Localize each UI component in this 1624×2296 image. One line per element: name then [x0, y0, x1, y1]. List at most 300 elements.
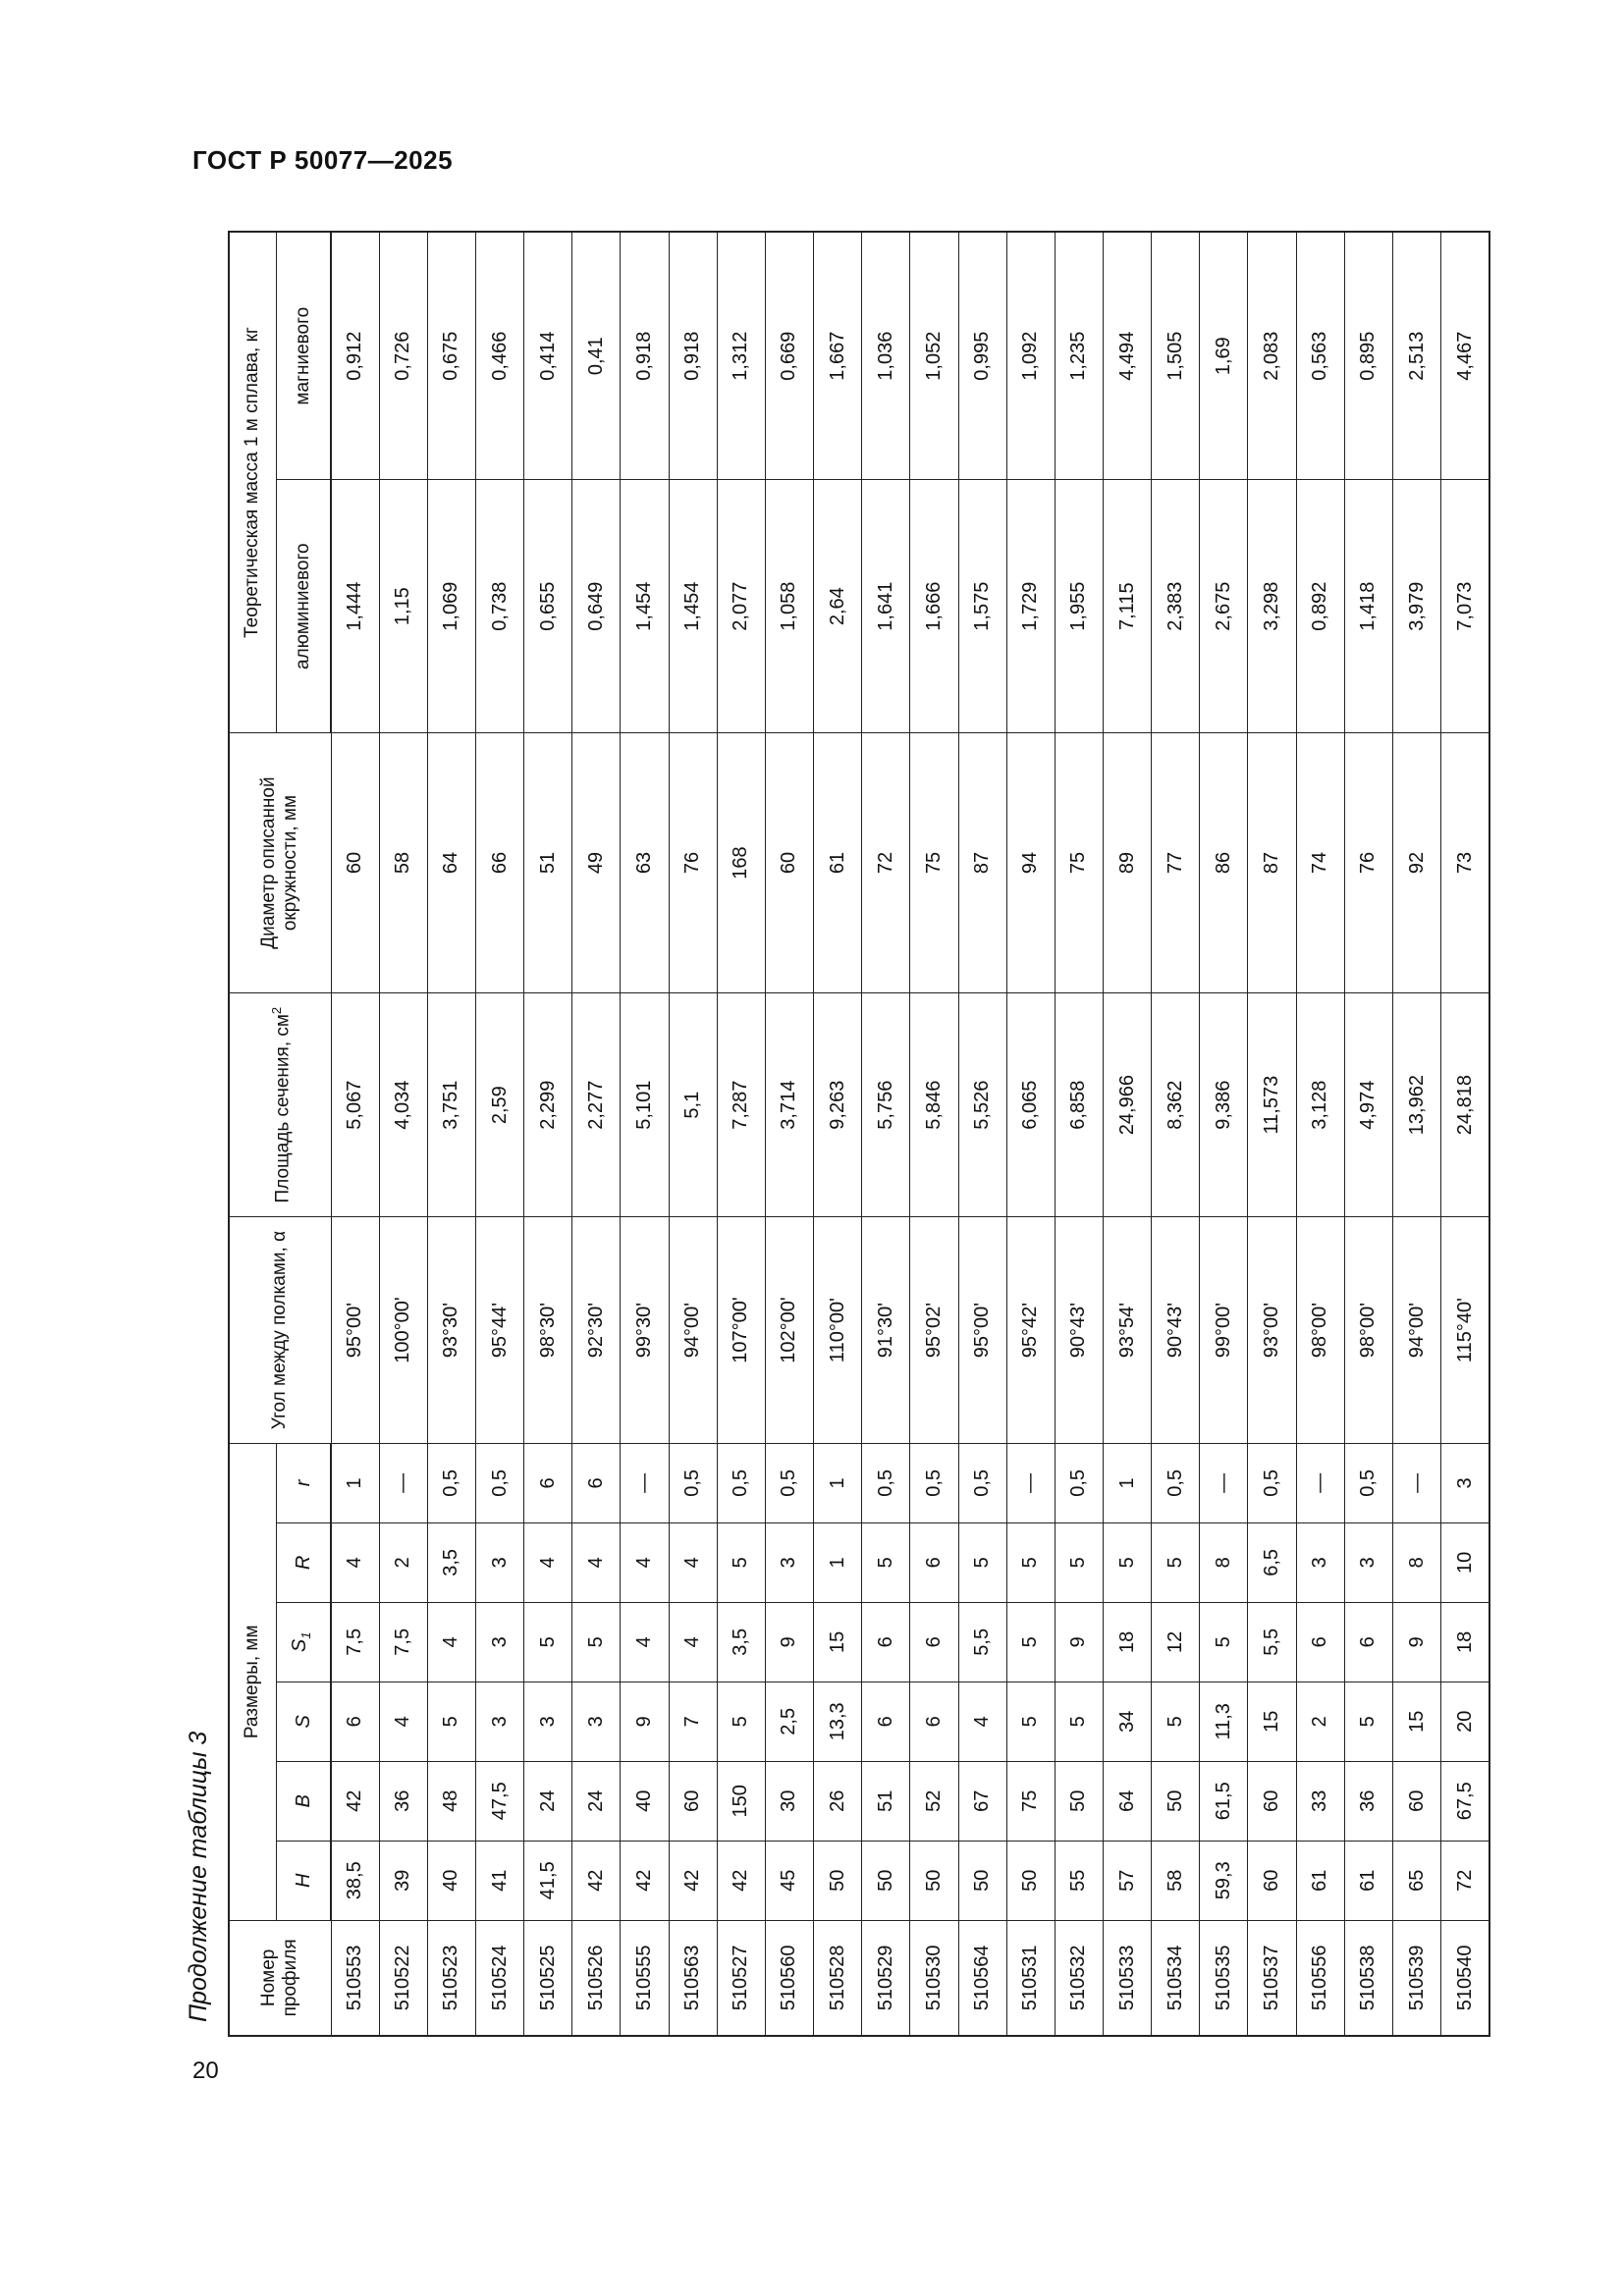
cell-diameter: 76: [1344, 733, 1392, 993]
cell-h: 50: [1006, 1841, 1055, 1920]
header-diameter: Диаметр описанной окружности, мм: [229, 733, 331, 993]
cell-area: 4,034: [379, 993, 427, 1217]
cell-mass-aluminum: 3,298: [1248, 480, 1296, 733]
cell-profile-number: 510530: [910, 1920, 958, 2036]
table-row: [1152, 232, 1200, 2036]
cell-diameter: 94: [1006, 733, 1055, 993]
cell-s: 3: [524, 1682, 572, 1761]
cell-area: 2,59: [475, 993, 523, 1217]
cell-s1: 18: [1441, 1602, 1489, 1682]
cell-mass-magnesium: 0,726: [379, 232, 427, 480]
cell-b: 60: [1248, 1761, 1296, 1841]
cell-area: 5,756: [862, 993, 910, 1217]
cell-angle: 98°30': [524, 1217, 572, 1444]
cell-h: 40: [427, 1841, 475, 1920]
cell-h: 50: [958, 1841, 1006, 1920]
cell-profile-number: 510535: [1200, 1920, 1248, 2036]
table-row: [814, 232, 862, 2036]
cell-h: 50: [862, 1841, 910, 1920]
cell-profile-number: 510522: [379, 1920, 427, 2036]
cell-h: 50: [814, 1841, 862, 1920]
cell-b: 48: [427, 1761, 475, 1841]
cell-small-r: 1: [331, 1443, 379, 1522]
cell-diameter: 66: [475, 733, 523, 993]
cell-b: 26: [814, 1761, 862, 1841]
cell-area: 24,818: [1441, 993, 1489, 1217]
cell-diameter: 64: [427, 733, 475, 993]
cell-h: 41: [475, 1841, 523, 1920]
cell-profile-number: 510527: [717, 1920, 765, 2036]
cell-area: 4,974: [1344, 993, 1392, 1217]
table-row: [524, 232, 572, 2036]
table-row: [1441, 232, 1489, 2036]
cell-s: 5: [1055, 1682, 1103, 1761]
cell-small-r: —: [1296, 1443, 1344, 1522]
cell-s1: 18: [1104, 1602, 1152, 1682]
table-row: [1248, 232, 1296, 2036]
cell-profile-number: 510563: [669, 1920, 717, 2036]
cell-profile-number: 510525: [524, 1920, 572, 2036]
cell-diameter: 75: [1055, 733, 1103, 993]
header-s1: [276, 1602, 331, 1682]
cell-diameter: 87: [1248, 733, 1296, 993]
cell-angle: 94°00': [669, 1217, 717, 1444]
cell-angle: 95°02': [910, 1217, 958, 1444]
cell-big-r: 8: [1200, 1522, 1248, 1602]
table-row: [1392, 232, 1440, 2036]
cell-area: 3,714: [765, 993, 813, 1217]
cell-s: 3: [572, 1682, 621, 1761]
cell-s: 20: [1441, 1682, 1489, 1761]
cell-s1: 6: [910, 1602, 958, 1682]
header-dimensions: Размеры, мм: [229, 1443, 276, 1920]
table-row: [910, 232, 958, 2036]
cell-diameter: 92: [1392, 733, 1440, 993]
cell-area: 3,751: [427, 993, 475, 1217]
cell-profile-number: 510524: [475, 1920, 523, 2036]
cell-s1: 5,5: [1248, 1602, 1296, 1682]
cell-small-r: 3: [1441, 1443, 1489, 1522]
cell-s: 5: [717, 1682, 765, 1761]
cell-profile-number: 510533: [1104, 1920, 1152, 2036]
cell-diameter: 72: [862, 733, 910, 993]
cell-angle: 98°00': [1344, 1217, 1392, 1444]
cell-angle: 107°00': [717, 1217, 765, 1444]
cell-small-r: —: [1006, 1443, 1055, 1522]
cell-b: 60: [669, 1761, 717, 1841]
cell-angle: 99°30': [621, 1217, 669, 1444]
cell-mass-aluminum: 1,058: [765, 480, 813, 733]
cell-diameter: 75: [910, 733, 958, 993]
table-caption: Продолжение таблицы 3: [185, 1731, 212, 2022]
cell-mass-magnesium: 0,912: [331, 232, 379, 480]
cell-area: 5,067: [331, 993, 379, 1217]
cell-mass-magnesium: 0,414: [524, 232, 572, 480]
cell-small-r: 0,5: [669, 1443, 717, 1522]
cell-mass-magnesium: 0,563: [1296, 232, 1344, 480]
cell-angle: 95°00': [958, 1217, 1006, 1444]
header-big-r: R: [276, 1522, 331, 1602]
header-profile-number: Номер профиля: [229, 1920, 331, 2036]
cell-mass-magnesium: 2,083: [1248, 232, 1296, 480]
cell-diameter: 76: [669, 733, 717, 993]
cell-small-r: 0,5: [765, 1443, 813, 1522]
cell-profile-number: 510539: [1392, 1920, 1440, 2036]
cell-mass-magnesium: 1,036: [862, 232, 910, 480]
table-row: [669, 232, 717, 2036]
cell-area: 9,263: [814, 993, 862, 1217]
cell-b: 36: [1344, 1761, 1392, 1841]
cell-small-r: —: [1200, 1443, 1248, 1522]
cell-angle: 93°00': [1248, 1217, 1296, 1444]
cell-profile-number: 510555: [621, 1920, 669, 2036]
cell-profile-number: 510564: [958, 1920, 1006, 2036]
cell-h: 42: [669, 1841, 717, 1920]
header-angle: Угол между полками, α: [229, 1217, 331, 1444]
cell-mass-aluminum: 2,383: [1152, 480, 1200, 733]
cell-s1: 4: [621, 1602, 669, 1682]
cell-s: 7: [669, 1682, 717, 1761]
cell-angle: 115°40': [1441, 1217, 1489, 1444]
cell-b: 50: [1055, 1761, 1103, 1841]
cell-h: 60: [1248, 1841, 1296, 1920]
cell-s: 15: [1248, 1682, 1296, 1761]
cell-profile-number: 510560: [765, 1920, 813, 2036]
table-row: [717, 232, 765, 2036]
cell-area: 5,101: [621, 993, 669, 1217]
header-s1-subscript: 1: [298, 1631, 314, 1639]
cell-big-r: 4: [669, 1522, 717, 1602]
cell-small-r: —: [1392, 1443, 1440, 1522]
cell-small-r: 0,5: [717, 1443, 765, 1522]
cell-mass-magnesium: 0,675: [427, 232, 475, 480]
cell-s1: 4: [427, 1602, 475, 1682]
cell-small-r: 0,5: [1055, 1443, 1103, 1522]
cell-s1: 5: [572, 1602, 621, 1682]
cell-diameter: 61: [814, 733, 862, 993]
table-caption-wrapper: [179, 1531, 218, 2022]
cell-s: 6: [862, 1682, 910, 1761]
cell-h: 72: [1441, 1841, 1489, 1920]
cell-area: 13,962: [1392, 993, 1440, 1217]
cell-b: 50: [1152, 1761, 1200, 1841]
cell-big-r: 5: [958, 1522, 1006, 1602]
cell-diameter: 77: [1152, 733, 1200, 993]
cell-mass-aluminum: 2,64: [814, 480, 862, 733]
table-row: [331, 232, 379, 2036]
cell-diameter: 73: [1441, 733, 1489, 993]
cell-s1: 7,5: [331, 1602, 379, 1682]
cell-profile-number: 510528: [814, 1920, 862, 2036]
cell-profile-number: 510540: [1441, 1920, 1489, 2036]
cell-angle: 95°44': [475, 1217, 523, 1444]
cell-s1: 3: [475, 1602, 523, 1682]
cell-s1: 5: [1200, 1602, 1248, 1682]
cell-big-r: 6: [910, 1522, 958, 1602]
cell-mass-magnesium: 0,895: [1344, 232, 1392, 480]
table-body: [331, 232, 1489, 2036]
cell-angle: 99°00': [1200, 1217, 1248, 1444]
cell-b: 75: [1006, 1761, 1055, 1841]
table-row: [572, 232, 621, 2036]
header-area-text: Площадь сечения, см: [272, 1014, 294, 1203]
cell-s: 2,5: [765, 1682, 813, 1761]
cell-small-r: 0,5: [1248, 1443, 1296, 1522]
cell-mass-magnesium: 0,466: [475, 232, 523, 480]
cell-b: 47,5: [475, 1761, 523, 1841]
cell-profile-number: 510537: [1248, 1920, 1296, 2036]
cell-mass-aluminum: 1,454: [669, 480, 717, 733]
cell-b: 61,5: [1200, 1761, 1248, 1841]
cell-b: 67: [958, 1761, 1006, 1841]
cell-small-r: 0,5: [958, 1443, 1006, 1522]
cell-b: 24: [572, 1761, 621, 1841]
cell-s: 15: [1392, 1682, 1440, 1761]
cell-angle: 94°00': [1392, 1217, 1440, 1444]
cell-diameter: 58: [379, 733, 427, 993]
header-area: [229, 993, 331, 1217]
cell-big-r: 4: [621, 1522, 669, 1602]
cell-area: 2,277: [572, 993, 621, 1217]
cell-h: 58: [1152, 1841, 1200, 1920]
table-row: [1200, 232, 1248, 2036]
cell-mass-aluminum: 2,077: [717, 480, 765, 733]
cell-angle: 100°00': [379, 1217, 427, 1444]
cell-small-r: 0,5: [427, 1443, 475, 1522]
cell-area: 11,573: [1248, 993, 1296, 1217]
cell-big-r: 5: [862, 1522, 910, 1602]
cell-s1: 6: [1344, 1602, 1392, 1682]
cell-mass-magnesium: 1,312: [717, 232, 765, 480]
cell-profile-number: 510556: [1296, 1920, 1344, 2036]
cell-diameter: 49: [572, 733, 621, 993]
cell-mass-aluminum: 1,666: [910, 480, 958, 733]
cell-mass-magnesium: 2,513: [1392, 232, 1440, 480]
cell-h: 41,5: [524, 1841, 572, 1920]
cell-angle: 92°30': [572, 1217, 621, 1444]
cell-small-r: 0,5: [862, 1443, 910, 1522]
cell-area: 3,128: [1296, 993, 1344, 1217]
header-h: H: [276, 1841, 331, 1920]
cell-mass-aluminum: 7,073: [1441, 480, 1489, 733]
cell-area: 24,966: [1104, 993, 1152, 1217]
cell-diameter: 86: [1200, 733, 1248, 993]
cell-h: 61: [1296, 1841, 1344, 1920]
cell-mass-aluminum: 1,444: [331, 480, 379, 733]
profile-table: [228, 231, 1490, 2037]
page-number: 20: [192, 2057, 219, 2084]
cell-mass-aluminum: 1,454: [621, 480, 669, 733]
cell-big-r: 4: [524, 1522, 572, 1602]
header-s1-symbol: S: [289, 1638, 311, 1653]
cell-h: 57: [1104, 1841, 1152, 1920]
cell-b: 67,5: [1441, 1761, 1489, 1841]
cell-s: 6: [910, 1682, 958, 1761]
cell-s: 6: [331, 1682, 379, 1761]
cell-mass-aluminum: 0,649: [572, 480, 621, 733]
cell-profile-number: 510531: [1006, 1920, 1055, 2036]
cell-big-r: 5: [1055, 1522, 1103, 1602]
cell-big-r: 10: [1441, 1522, 1489, 1602]
table-row: [1296, 232, 1344, 2036]
cell-big-r: 5: [717, 1522, 765, 1602]
cell-big-r: 5: [1104, 1522, 1152, 1602]
cell-s1: 15: [814, 1602, 862, 1682]
cell-diameter: 60: [331, 733, 379, 993]
cell-small-r: 1: [1104, 1443, 1152, 1522]
cell-h: 50: [910, 1841, 958, 1920]
cell-area: 5,526: [958, 993, 1006, 1217]
cell-profile-number: 510529: [862, 1920, 910, 2036]
cell-mass-aluminum: 1,15: [379, 480, 427, 733]
cell-mass-magnesium: 0,918: [621, 232, 669, 480]
cell-s: 4: [379, 1682, 427, 1761]
table-row: [1344, 232, 1392, 2036]
cell-profile-number: 510534: [1152, 1920, 1200, 2036]
cell-angle: 98°00': [1296, 1217, 1344, 1444]
cell-h: 39: [379, 1841, 427, 1920]
cell-mass-aluminum: 1,641: [862, 480, 910, 733]
cell-mass-magnesium: 0,41: [572, 232, 621, 480]
cell-profile-number: 510532: [1055, 1920, 1103, 2036]
cell-big-r: 8: [1392, 1522, 1440, 1602]
cell-angle: 90°43': [1152, 1217, 1200, 1444]
cell-mass-aluminum: 0,655: [524, 480, 572, 733]
cell-b: 40: [621, 1761, 669, 1841]
cell-diameter: 74: [1296, 733, 1344, 993]
cell-profile-number: 510553: [331, 1920, 379, 2036]
cell-big-r: 5: [1152, 1522, 1200, 1602]
table-row: [958, 232, 1006, 2036]
cell-small-r: —: [379, 1443, 427, 1522]
cell-big-r: 2: [379, 1522, 427, 1602]
cell-area: 5,1: [669, 993, 717, 1217]
cell-mass-aluminum: 1,955: [1055, 480, 1103, 733]
cell-s: 5: [1152, 1682, 1200, 1761]
header-aluminum: алюминиевого: [276, 480, 331, 733]
header-area-unit-exponent: 2: [269, 1006, 285, 1015]
cell-b: 60: [1392, 1761, 1440, 1841]
cell-angle: 102°00': [765, 1217, 813, 1444]
cell-mass-aluminum: 0,738: [475, 480, 523, 733]
table-row: [427, 232, 475, 2036]
cell-mass-magnesium: 1,235: [1055, 232, 1103, 480]
cell-big-r: 3: [765, 1522, 813, 1602]
cell-diameter: 51: [524, 733, 572, 993]
cell-small-r: 0,5: [1344, 1443, 1392, 1522]
cell-small-r: 6: [524, 1443, 572, 1522]
cell-small-r: 0,5: [1152, 1443, 1200, 1522]
cell-b: 24: [524, 1761, 572, 1841]
header-mass: Теоретическая масса 1 м сплава, кг: [229, 232, 276, 733]
cell-s1: 6: [862, 1602, 910, 1682]
cell-b: 52: [910, 1761, 958, 1841]
cell-profile-number: 510538: [1344, 1920, 1392, 2036]
cell-big-r: 5: [1006, 1522, 1055, 1602]
cell-h: 61: [1344, 1841, 1392, 1920]
table-row: [765, 232, 813, 2036]
header-magnesium: магниевого: [276, 232, 331, 480]
cell-s: 11,3: [1200, 1682, 1248, 1761]
cell-h: 42: [621, 1841, 669, 1920]
cell-b: 42: [331, 1761, 379, 1841]
cell-b: 33: [1296, 1761, 1344, 1841]
cell-area: 6,858: [1055, 993, 1103, 1217]
header-s: S: [276, 1682, 331, 1761]
cell-mass-magnesium: 1,69: [1200, 232, 1248, 480]
cell-small-r: 0,5: [475, 1443, 523, 1522]
cell-s1: 7,5: [379, 1602, 427, 1682]
cell-mass-magnesium: 1,505: [1152, 232, 1200, 480]
cell-angle: 93°54': [1104, 1217, 1152, 1444]
cell-s1: 12: [1152, 1602, 1200, 1682]
cell-s: 5: [1344, 1682, 1392, 1761]
cell-area: 8,362: [1152, 993, 1200, 1217]
cell-s1: 6: [1296, 1602, 1344, 1682]
header-small-r: r: [276, 1443, 331, 1522]
table-row: [475, 232, 523, 2036]
cell-mass-aluminum: 0,892: [1296, 480, 1344, 733]
cell-big-r: 1: [814, 1522, 862, 1602]
cell-area: 5,846: [910, 993, 958, 1217]
cell-mass-magnesium: 1,092: [1006, 232, 1055, 480]
cell-angle: 95°00': [331, 1217, 379, 1444]
cell-big-r: 3: [1344, 1522, 1392, 1602]
cell-h: 42: [717, 1841, 765, 1920]
cell-h: 38,5: [331, 1841, 379, 1920]
cell-small-r: 6: [572, 1443, 621, 1522]
cell-h: 42: [572, 1841, 621, 1920]
cell-angle: 90°43': [1055, 1217, 1103, 1444]
cell-s1: 3,5: [717, 1602, 765, 1682]
cell-h: 45: [765, 1841, 813, 1920]
rotated-table-container: [228, 231, 1490, 2037]
cell-mass-magnesium: 0,995: [958, 232, 1006, 480]
cell-s1: 5: [1006, 1602, 1055, 1682]
cell-diameter: 63: [621, 733, 669, 993]
cell-mass-aluminum: 7,115: [1104, 480, 1152, 733]
cell-big-r: 6,5: [1248, 1522, 1296, 1602]
cell-s: 3: [475, 1682, 523, 1761]
cell-mass-magnesium: 0,918: [669, 232, 717, 480]
cell-mass-aluminum: 1,069: [427, 480, 475, 733]
cell-s1: 5,5: [958, 1602, 1006, 1682]
cell-s1: 9: [1055, 1602, 1103, 1682]
table-row: [1055, 232, 1103, 2036]
cell-small-r: 1: [814, 1443, 862, 1522]
cell-mass-magnesium: 4,494: [1104, 232, 1152, 480]
document-title: ГОСТ Р 50077—2025: [192, 145, 454, 175]
cell-mass-aluminum: 2,675: [1200, 480, 1248, 733]
cell-s: 9: [621, 1682, 669, 1761]
cell-angle: 93°30': [427, 1217, 475, 1444]
cell-big-r: 4: [331, 1522, 379, 1602]
cell-small-r: —: [621, 1443, 669, 1522]
cell-s1: 9: [765, 1602, 813, 1682]
cell-mass-aluminum: 3,979: [1392, 480, 1440, 733]
cell-s: 4: [958, 1682, 1006, 1761]
cell-h: 55: [1055, 1841, 1103, 1920]
cell-mass-aluminum: 1,418: [1344, 480, 1392, 733]
table-row: [1006, 232, 1055, 2036]
cell-s1: 9: [1392, 1602, 1440, 1682]
cell-h: 59,3: [1200, 1841, 1248, 1920]
cell-b: 51: [862, 1761, 910, 1841]
cell-angle: 95°42': [1006, 1217, 1055, 1444]
cell-h: 65: [1392, 1841, 1440, 1920]
cell-s: 34: [1104, 1682, 1152, 1761]
cell-diameter: 89: [1104, 733, 1152, 993]
